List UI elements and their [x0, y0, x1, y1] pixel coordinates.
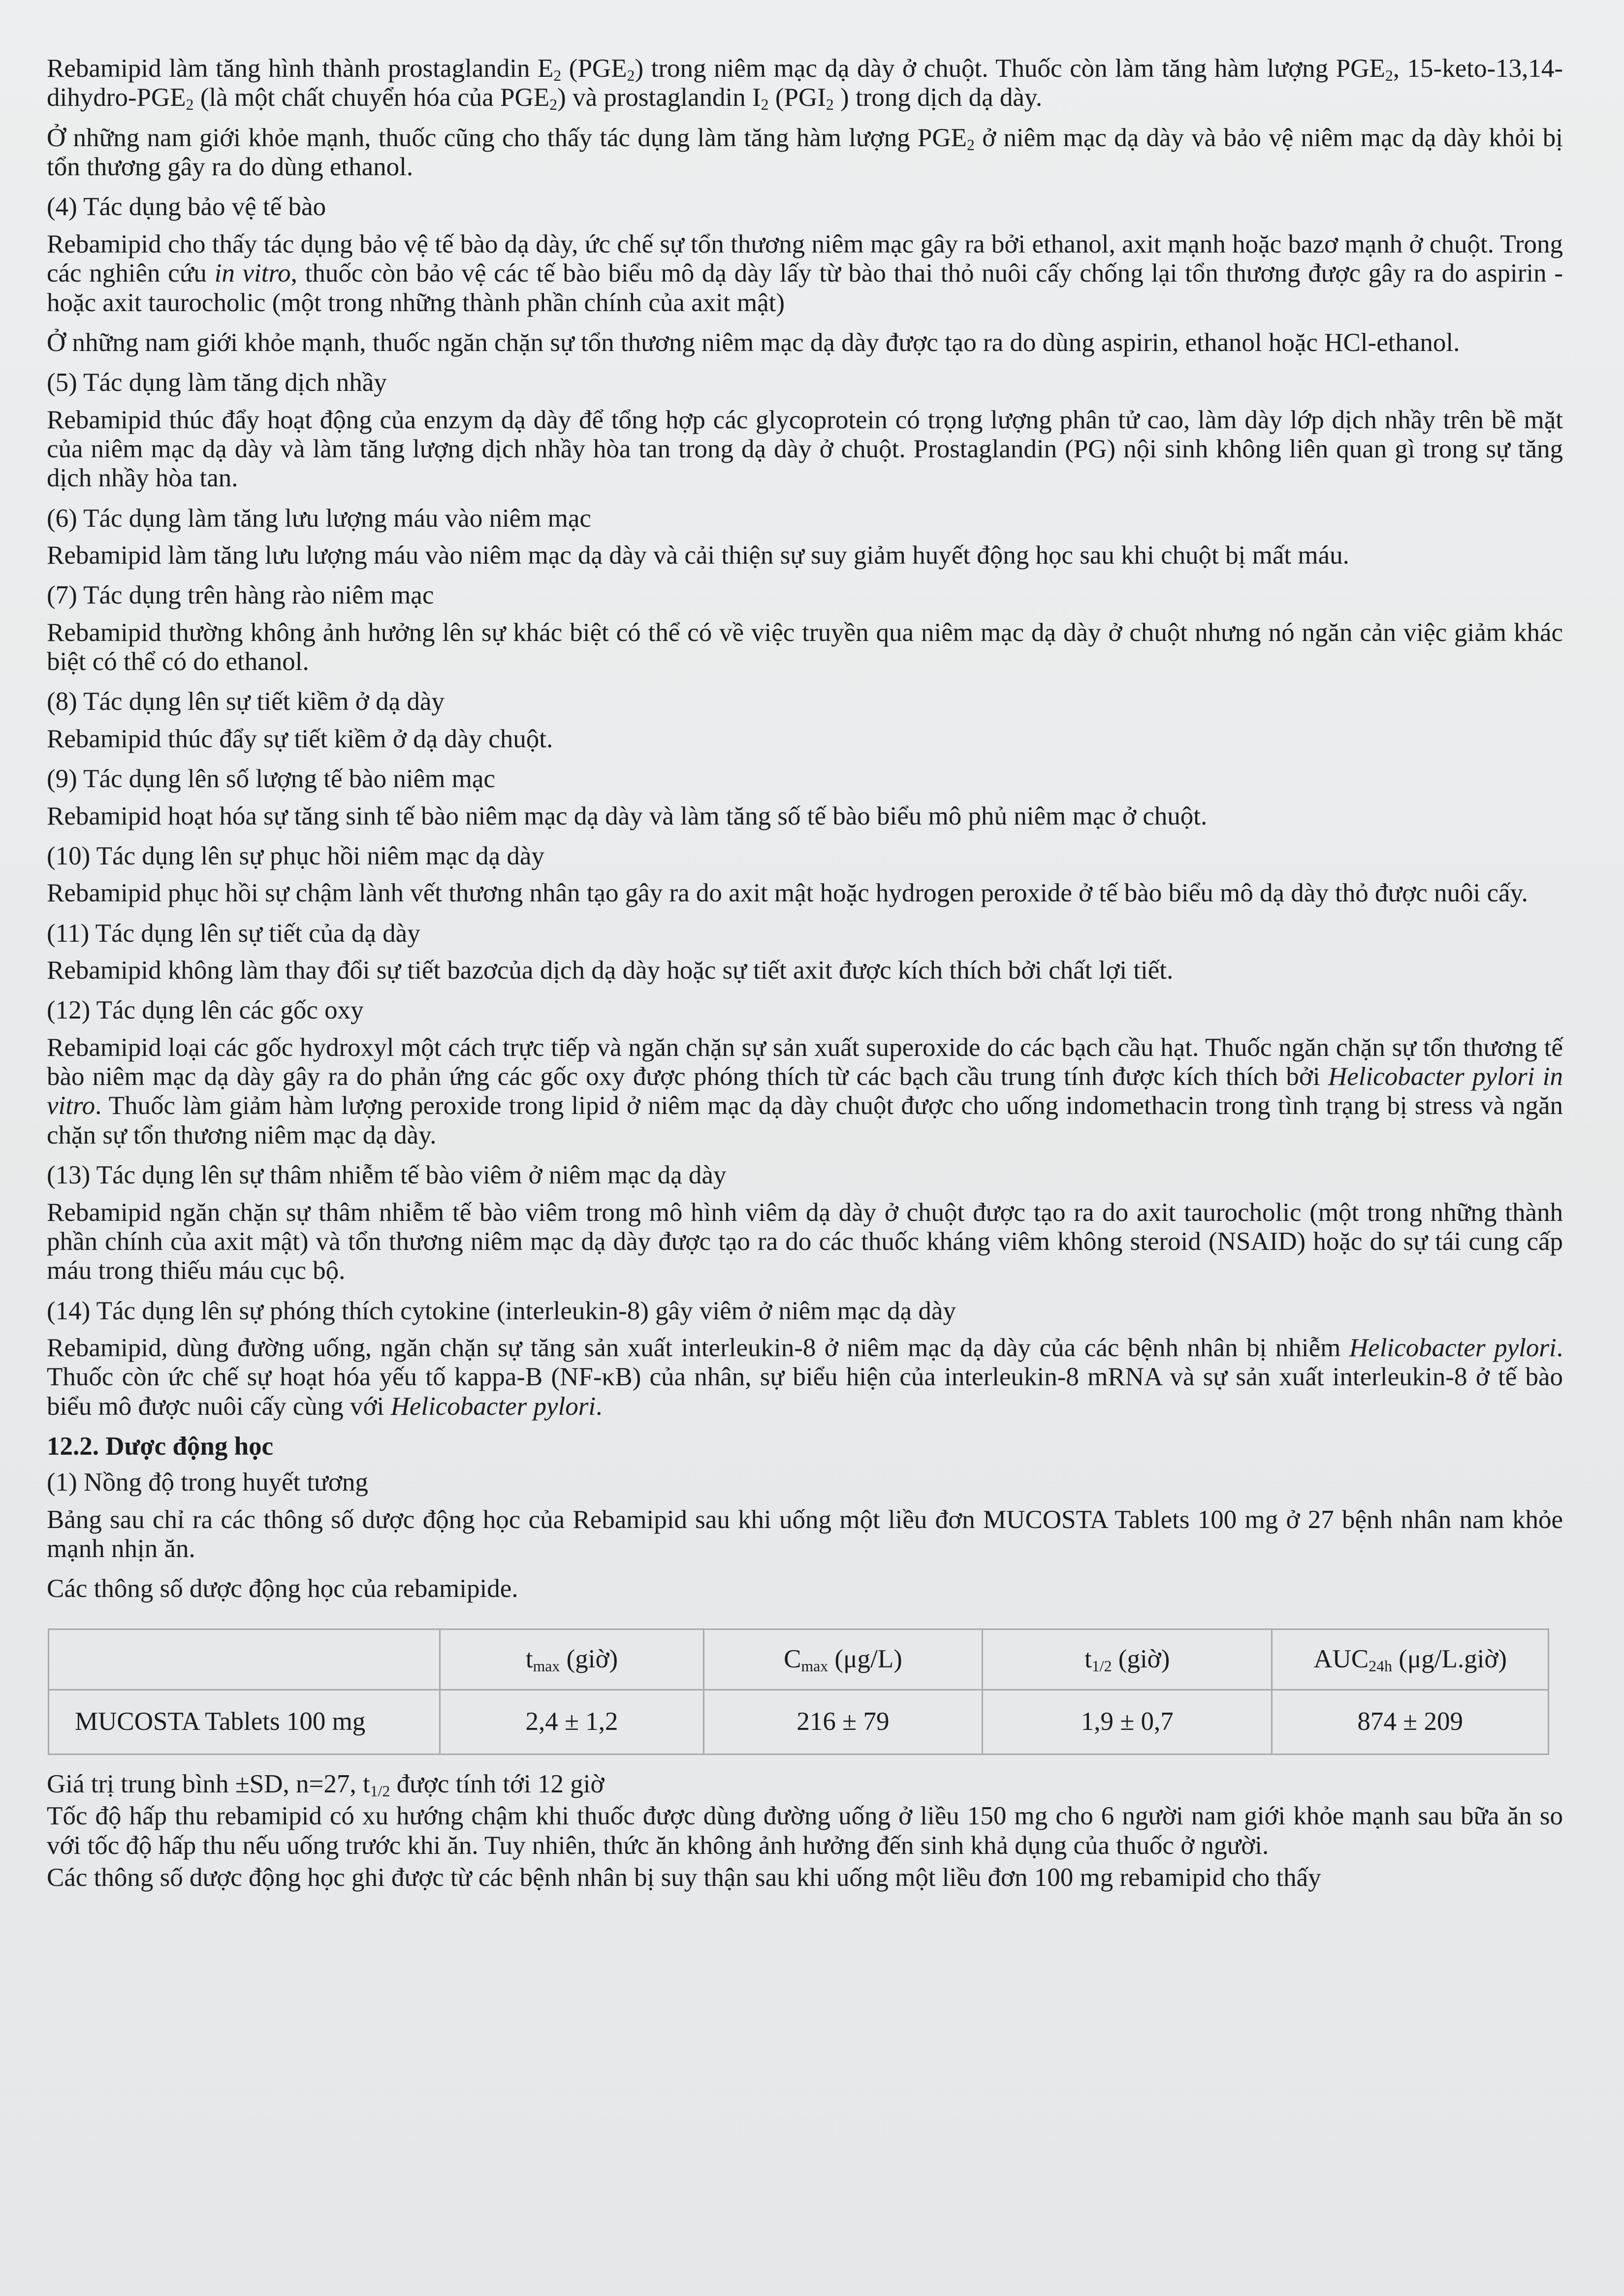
section-heading-14: (14) Tác dụng lên sự phóng thích cytokine (interleukin-8) gây viêm ở niêm mạc dạ dày [47, 1296, 956, 1325]
section-5-paragraph: Rebamipid thúc đẩy hoạt động của enzym dạ dày để tổng hợp các glycoprotein có trọng lượng phân tử cao, làm dày lớp dịch nhầy trên bề mặt của niêm mạc dạ dày và làm tăng lượng dịch nhầy hòa tan trong dạ dày ở chuột. Prostaglandin (PG) nội sinh không liên quan gì trong sự tăng dịch nhầy hòa tan. [47, 405, 1563, 493]
section-10-paragraph: Rebamipid phục hồi sự chậm lành vết thương nhân tạo gây ra do axit mật hoặc hydrogen peroxide ở tế bào biểu mô dạ dày thỏ được nuôi cấy. [47, 879, 1528, 908]
section-heading-12: (12) Tác dụng lên các gốc oxy [47, 996, 364, 1025]
section-11-paragraph: Rebamipid không làm thay đổi sự tiết bazơcủa dịch dạ dày hoặc sự tiết axit được kích thích bởi chất lợi tiết. [47, 956, 1174, 985]
section-14-paragraph: Rebamipid, dùng đường uống, ngăn chặn sự tăng sản xuất interleukin-8 ở niêm mạc dạ dày của các bệnh nhân bị nhiễm Helicobacter pylori. Thuốc còn ức chế sự hoạt hóa yếu tố kappa-B (NF-κB) của nhân, sự biểu hiện của interleukin-8 mRNA và sự sản xuất interleukin-8 ở tế bào biểu mô được nuôi cấy cùng với Helicobacter pylori. [47, 1333, 1563, 1421]
subheading-plasma-concentration: (1) Nồng độ trong huyết tương [47, 1468, 368, 1497]
section-heading-6: (6) Tác dụng làm tăng lưu lượng máu vào niêm mạc [47, 504, 591, 533]
table-row [49, 1690, 1549, 1754]
table-row-label: MUCOSTA Tablets 100 mg [49, 1690, 440, 1754]
table-caption: Các thông số dược động học của rebamipide. [47, 1574, 518, 1603]
section-7-paragraph: Rebamipid thường không ảnh hưởng lên sự khác biệt có thể có về việc truyền qua niêm mạc dạ dày ở chuột nhưng nó ngăn cản việc giảm khác biệt có thể có do ethanol. [47, 618, 1563, 676]
section-12-2-paragraph-1: Bảng sau chỉ ra các thông số dược động học của Rebamipid sau khi uống một liều đơn MUCOSTA Tablets 100 mg ở 27 bệnh nhân nam khỏe mạnh nhịn ăn. [47, 1505, 1563, 1563]
table-cell-t-half: 1,9 ± 0,7 [983, 1690, 1272, 1754]
section-8-paragraph: Rebamipid thúc đẩy sự tiết kiềm ở dạ dày chuột. [47, 724, 553, 753]
table-header-t-half: $t_{1/2}$ (giờ) [983, 1629, 1272, 1690]
table-header-auc: $AUC_{24h}$ (μg/L.giờ) [1272, 1629, 1549, 1690]
section-6-paragraph: Rebamipid làm tăng lưu lượng máu vào niêm mạc dạ dày và cải thiện sự suy giảm huyết động học sau khi chuột bị mất máu. [47, 541, 1349, 570]
table-header-tmax: $t_{max}$ (giờ) [440, 1629, 703, 1690]
section-4-paragraph-1: Rebamipid cho thấy tác dụng bảo vệ tế bào dạ dày, ức chế sự tổn thương niêm mạc gây ra bởi ethanol, axit mạnh hoặc bazơ mạnh ở chuột. Trong các nghiên cứu in vitro, thuốc còn bảo vệ các tế bào biểu mô dạ dày lấy từ bào thai thỏ nuôi cấy chống lại tổn thương được gây ra do aspirin - hoặc axit taurocholic (một trong những thành phần chính của axit mật) [47, 229, 1563, 317]
table-footnote: Giá trị trung bình ±SD, n=27, $t_{1/2}$ được tính tới 12 giờ [47, 1769, 605, 1800]
intro-paragraph-2: Ở những nam giới khỏe mạnh, thuốc cũng cho thấy tác dụng làm tăng hàm lượng $PGE_2$ ở niêm mạc dạ dày và bảo vệ niêm mạc dạ dày khỏi bị tổn thương gây ra do dùng ethanol. [47, 123, 1563, 182]
absorption-paragraph: Tốc độ hấp thu rebamipid có xu hướng chậm khi thuốc được dùng đường uống ở liều 150 mg cho 6 người nam giới khỏe mạnh sau bữa ăn so với tốc độ hấp thu nếu uống trước khi ăn. Tuy nhiên, thức ăn không ảnh hưởng đến sinh khả dụng của thuốc ở người. [47, 1802, 1563, 1860]
renal-impairment-paragraph: Các thông số dược động học ghi được từ các bệnh nhân bị suy thận sau khi uống một liều đơn 100 mg rebamipid cho thấy [47, 1863, 1321, 1892]
section-13-paragraph: Rebamipid ngăn chặn sự thâm nhiễm tế bào viêm trong mô hình viêm dạ dày ở chuột được tạo ra do axit taurocholic (một trong những thành phần chính của axit mật) và tổn thương niêm mạc dạ dày được tạo ra do các thuốc kháng viêm không steroid (NSAID) hoặc do sự tái cung cấp máu trong thiếu máu cục bộ. [47, 1198, 1563, 1285]
section-heading-10: (10) Tác dụng lên sự phục hồi niêm mạc dạ dày [47, 841, 544, 870]
section-heading-12-2: 12.2. Dược động học [47, 1432, 274, 1461]
section-heading-9: (9) Tác dụng lên số lượng tế bào niêm mạc [47, 765, 495, 794]
section-9-paragraph: Rebamipid hoạt hóa sự tăng sinh tế bào niêm mạc dạ dày và làm tăng số tế bào biểu mô phủ niêm mạc ở chuột. [47, 801, 1208, 830]
table-header-row [49, 1629, 1549, 1690]
section-heading-13: (13) Tác dụng lên sự thâm nhiễm tế bào viêm ở niêm mạc dạ dày [47, 1161, 727, 1190]
table-cell-tmax: 2,4 ± 1,2 [440, 1690, 703, 1754]
document-body [47, 54, 1563, 1895]
table-header-empty [49, 1629, 440, 1690]
section-heading-8: (8) Tác dụng lên sự tiết kiềm ở dạ dày [47, 687, 445, 716]
section-heading-11: (11) Tác dụng lên sự tiết của dạ dày [47, 919, 420, 948]
intro-paragraph-1: Rebamipid làm tăng hình thành prostaglandin $E_2$ $(PGE_2)$ trong niêm mạc dạ dày ở chuột. Thuốc còn làm tăng hàm lượng $PGE_2$, $15-keto-13,14-dihydro-PGE_2$ (là một chất chuyển hóa của $PGE_2$) và prostaglandin $I_2$ ($PGI_2$ ) trong dịch dạ dày. [47, 54, 1563, 114]
section-12-paragraph: Rebamipid loại các gốc hydroxyl một cách trực tiếp và ngăn chặn sự sản xuất superoxide do các bạch cầu hạt. Thuốc ngăn chặn sự tổn thương tế bào niêm mạc dạ dày gây ra do phản ứng các gốc oxy được phóng thích từ các bạch cầu trung tính được kích thích bởi Helicobacter pylori in vitro. Thuốc làm giảm hàm lượng peroxide trong lipid ở niêm mạc dạ dày chuột được cho uống indomethacin trong tình trạng bị stress và ngăn chặn sự tổn thương niêm mạc dạ dày. [47, 1033, 1563, 1149]
pharmacokinetics-table [48, 1628, 1549, 1755]
section-heading-7: (7) Tác dụng trên hàng rào niêm mạc [47, 581, 434, 610]
section-heading-5: (5) Tác dụng làm tăng dịch nhầy [47, 368, 387, 397]
table-header-cmax: $C_{max}$ (μg/L) [703, 1629, 982, 1690]
section-4-paragraph-2: Ở những nam giới khỏe mạnh, thuốc ngăn chặn sự tổn thương niêm mạc dạ dày được tạo ra do dùng aspirin, ethanol hoặc HCl-ethanol. [47, 328, 1460, 357]
section-heading-4: (4) Tác dụng bảo vệ tế bào [47, 192, 326, 222]
table-cell-auc: 874 ± 209 [1272, 1690, 1549, 1754]
table-cell-cmax: 216 ± 79 [703, 1690, 982, 1754]
